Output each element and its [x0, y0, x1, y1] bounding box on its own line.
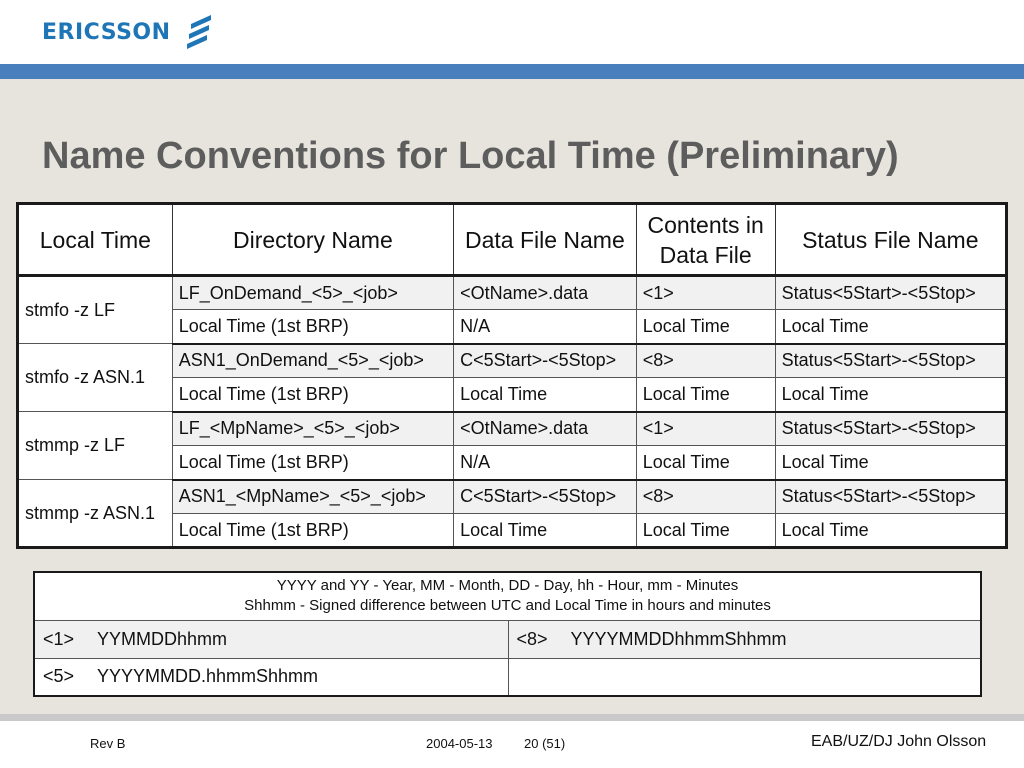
footer-divider [0, 714, 1024, 721]
brand-name: ERICSSON [42, 19, 171, 45]
name-conventions-table [16, 202, 1008, 549]
data-file-cell: C<5Start>-<5Stop> [454, 344, 637, 378]
footer [0, 714, 1024, 768]
table-row [18, 276, 1007, 310]
contents-cell: <1> [636, 276, 775, 310]
directory-cell: Local Time (1st BRP) [172, 378, 453, 412]
status-file-cell: Local Time [775, 446, 1006, 480]
header-data-file-name: Data File Name [454, 204, 637, 276]
legend-note-line: Shhmm - Signed difference between UTC and Local Time in hours and minutes [244, 597, 771, 615]
header-local-time: Local Time [18, 204, 173, 276]
directory-cell: Local Time (1st BRP) [172, 446, 453, 480]
header [0, 0, 1024, 64]
status-file-cell: Status<5Start>-<5Stop> [775, 480, 1006, 514]
contents-cell: Local Time [636, 310, 775, 344]
status-file-cell: Status<5Start>-<5Stop> [775, 276, 1006, 310]
local-time-cell: stmfo -z ASN.1 [18, 344, 173, 412]
table-row [18, 344, 1007, 378]
data-file-cell: Local Time [454, 378, 637, 412]
contents-cell: <8> [636, 480, 775, 514]
data-file-cell: <OtName>.data [454, 276, 637, 310]
contents-cell: <8> [636, 344, 775, 378]
directory-cell: LF_<MpName>_<5>_<job> [172, 412, 453, 446]
data-file-cell: N/A [454, 310, 637, 344]
legend-notes-row [34, 572, 981, 620]
table-row [18, 480, 1007, 514]
format-legend-table [33, 571, 982, 697]
header-contents-in-data-file: Contents in Data File [636, 204, 775, 276]
table-header-row [18, 204, 1007, 276]
legend-format: YYYYMMDDhhmmShhmm [570, 628, 787, 649]
directory-cell: Local Time (1st BRP) [172, 514, 453, 548]
legend-item [508, 620, 981, 658]
directory-cell: Local Time (1st BRP) [172, 310, 453, 344]
header-accent-bar [0, 64, 1024, 79]
footer-author: EAB/UZ/DJ John Olsson [811, 733, 987, 750]
data-file-cell: <OtName>.data [454, 412, 637, 446]
legend-item [34, 620, 508, 658]
contents-cell: <1> [636, 412, 775, 446]
footer-revision: Rev B [90, 736, 126, 751]
data-file-cell: C<5Start>-<5Stop> [454, 480, 637, 514]
header-status-file-name: Status File Name [775, 204, 1006, 276]
status-file-cell: Local Time [775, 514, 1006, 548]
legend-item [34, 658, 508, 696]
legend-code: <8> [516, 628, 548, 649]
legend-row [34, 620, 981, 658]
footer-date: 2004-05-13 [426, 736, 493, 751]
status-file-cell: Local Time [775, 310, 1006, 344]
local-time-cell: stmfo -z LF [18, 276, 173, 344]
local-time-cell: stmmp -z ASN.1 [18, 480, 173, 548]
legend-format: YYYYMMDD.hhmmShhmm [97, 666, 319, 687]
ericsson-logo [42, 14, 213, 50]
status-file-cell: Status<5Start>-<5Stop> [775, 344, 1006, 378]
local-time-cell: stmmp -z LF [18, 412, 173, 480]
data-file-cell: N/A [454, 446, 637, 480]
data-file-cell: Local Time [454, 514, 637, 548]
slide-body [0, 79, 1024, 714]
ericsson-stripes-icon [187, 14, 213, 50]
legend-code: <5> [43, 666, 75, 687]
legend-empty-cell [508, 658, 981, 696]
legend-code: <1> [43, 628, 75, 649]
status-file-cell: Local Time [775, 378, 1006, 412]
legend-notes [34, 572, 981, 620]
directory-cell: ASN1_<MpName>_<5>_<job> [172, 480, 453, 514]
contents-cell: Local Time [636, 446, 775, 480]
legend-note-line: YYYY and YY - Year, MM - Month, DD - Day, hh - Hour, mm - Minutes [276, 577, 739, 595]
directory-cell: ASN1_OnDemand_<5>_<job> [172, 344, 453, 378]
legend-row [34, 658, 981, 696]
slide-title: Name Conventions for Local Time (Preliminary) [42, 135, 899, 177]
contents-cell: Local Time [636, 378, 775, 412]
table-row [18, 412, 1007, 446]
legend-format: YYMMDDhhmm [97, 628, 228, 649]
status-file-cell: Status<5Start>-<5Stop> [775, 412, 1006, 446]
footer-page-number: 20 (51) [524, 736, 566, 751]
header-directory-name: Directory Name [172, 204, 453, 276]
directory-cell: LF_OnDemand_<5>_<job> [172, 276, 453, 310]
contents-cell: Local Time [636, 514, 775, 548]
